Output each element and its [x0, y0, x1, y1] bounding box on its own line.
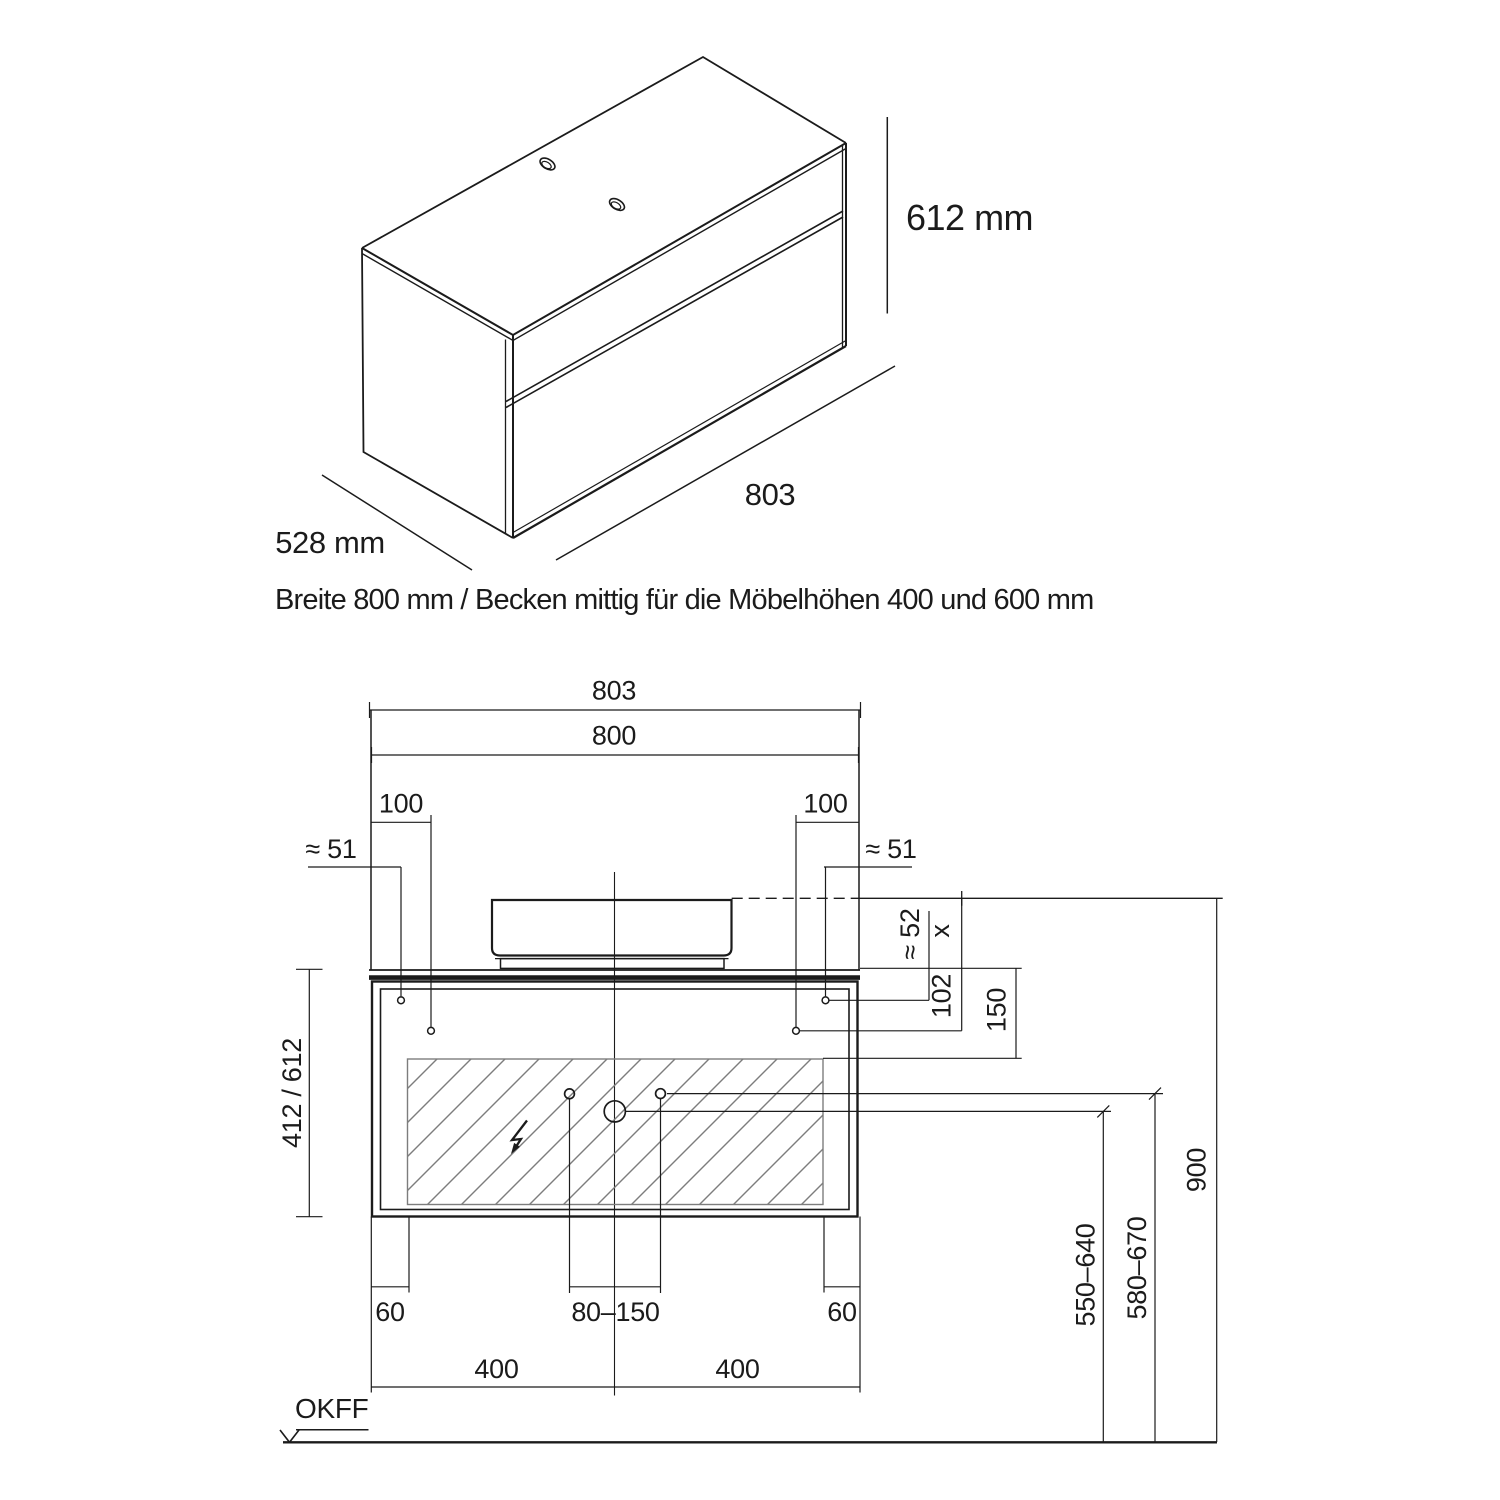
- dim-hatch-inset-right-label: 60: [827, 1297, 857, 1327]
- iso-depth-dim-label: 528 mm: [275, 525, 385, 560]
- dim-bottom: [371, 1217, 860, 1393]
- dim-basin-rim-var-label: x: [925, 924, 955, 938]
- dim-carcass-width: [372, 721, 859, 764]
- dim-cabinet-height: [277, 969, 323, 1216]
- dim-hatch-top-drop-label: 150: [981, 987, 1012, 1033]
- isometric-view: [275, 57, 1033, 570]
- dim-overall-width: [370, 676, 861, 719]
- dim-hole-offset-left-label: 100: [378, 788, 424, 819]
- iso-top-front-edges: [362, 143, 846, 335]
- dim-drain-height-label: 550–640: [1070, 1223, 1101, 1327]
- iso-width-dim-line: [556, 366, 895, 560]
- dim-half-width-left-label: 400: [474, 1354, 519, 1384]
- mount-hole-right-lower: [793, 1027, 800, 1034]
- mount-hole-left-lower: [428, 1027, 435, 1034]
- datum-symbol: [280, 1430, 299, 1442]
- iso-faucet-hole: [538, 156, 557, 173]
- dim-carcass-width-label: 800: [591, 720, 637, 751]
- iso-top-back-edges: [362, 57, 846, 248]
- dim-overall-width-label: 803: [591, 675, 637, 706]
- dim-reference-height-label: 900: [1181, 1147, 1212, 1193]
- front-elevation: [277, 676, 1223, 1443]
- dim-supply-height-label: 580–670: [1122, 1216, 1152, 1320]
- dim-cabinet-height-label: 412 / 612: [277, 1038, 307, 1148]
- dim-basin-block: [732, 891, 1223, 1058]
- datum-label: OKFF: [295, 1393, 369, 1424]
- installation-zone-hatch: [408, 1059, 824, 1205]
- mount-hole-right-upper: [822, 997, 829, 1004]
- dim-hole-row-drop-label: 102: [926, 973, 957, 1019]
- iso-countertop-edge: [362, 149, 846, 341]
- iso-drain-hole: [607, 196, 626, 213]
- mount-hole-left-upper: [398, 997, 405, 1004]
- dim-hatch-inset-left-label: 60: [375, 1297, 405, 1327]
- iso-width-dim-label: 803: [744, 477, 796, 512]
- dim-edge-offset-right-label: ≈ 51: [865, 834, 917, 864]
- washbasin-plinth: [501, 959, 725, 969]
- dim-half-width-right-label: 400: [715, 1354, 760, 1384]
- washbasin: [492, 900, 732, 968]
- dim-basin-rim-label: ≈ 52: [895, 908, 925, 960]
- dim-edge-offset-left: [305, 834, 401, 996]
- caption: Breite 800 mm / Becken mittig für die Möbelhöhen 400 und 600 mm: [275, 584, 1094, 616]
- dim-hole-offset-right-label: 100: [803, 788, 848, 819]
- dim-drain-zone-label: 80–150: [571, 1297, 660, 1327]
- floor-datum: [280, 1393, 1217, 1442]
- iso-height-dim-label: 612 mm: [906, 197, 1034, 238]
- dim-edge-offset-left-label: ≈ 51: [305, 834, 357, 864]
